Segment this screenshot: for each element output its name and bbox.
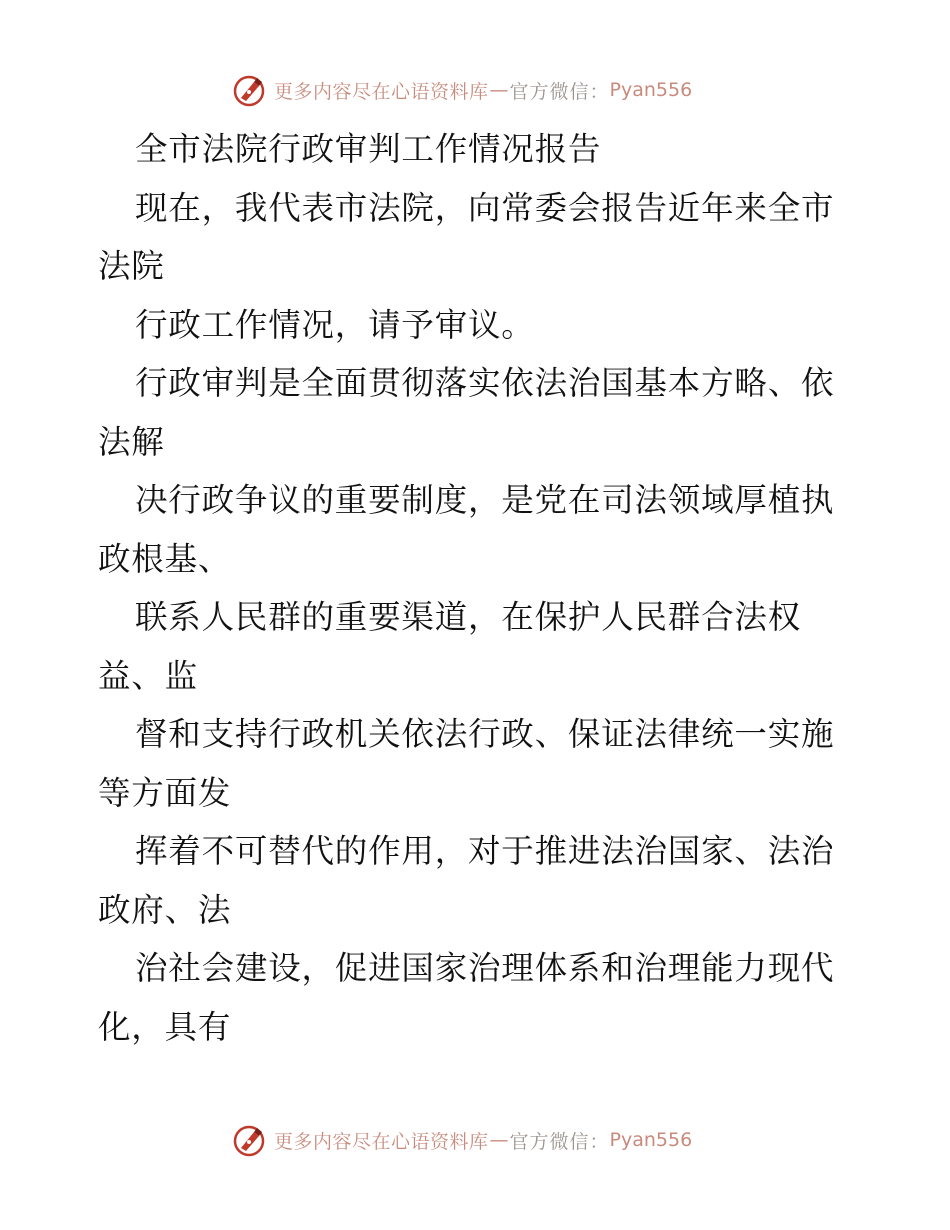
- paragraph-line: 法院: [98, 247, 165, 285]
- paragraph-line: 决行政争议的重要制度，是党在司法领域厚植执: [135, 481, 835, 519]
- paragraph-line: 政根基、: [98, 539, 232, 578]
- paragraph-line: 行政工作情况，请予审议。: [135, 305, 535, 344]
- banner-wechat-id: Pyan556: [609, 1129, 693, 1151]
- document-title: 全市法院行政审判工作情况报告: [135, 130, 602, 168]
- paragraph-line: 政府、法: [98, 890, 232, 929]
- paragraph-line: 督和支持行政机关依法行政、保证法律统一实施: [135, 715, 835, 753]
- pen-nib-logo-icon: [232, 72, 268, 108]
- paragraph-line: 益、监: [98, 656, 198, 695]
- document-body: [98, 120, 858, 1056]
- paragraph-line: 现在，我代表市法院，向常委会报告近年来全市: [135, 188, 835, 227]
- banner-wechat-id: Pyan556: [609, 79, 693, 101]
- header-banner: [232, 70, 692, 110]
- banner-dash: —: [489, 79, 509, 101]
- paragraph-line: 治社会建设，促进国家治理体系和治理能力现代: [135, 949, 835, 987]
- pen-nib-logo-icon: [232, 1122, 268, 1158]
- banner-brand-text: 更多内容尽在心语资料库: [274, 1130, 489, 1153]
- paragraph-line: 法解: [98, 422, 165, 461]
- paragraph-line: 等方面发: [98, 773, 232, 812]
- paragraph-line: 挥着不可替代的作用，对于推进法治国家、法治: [135, 832, 835, 870]
- footer-banner: [232, 1120, 692, 1160]
- paragraph-line: 联系人民群的重要渠道，在保护人民群合法权: [135, 598, 802, 636]
- banner-wechat-label: 官方微信：: [509, 1130, 610, 1153]
- banner-wechat-label: 官方微信：: [509, 80, 610, 103]
- banner-brand-text: 更多内容尽在心语资料库: [274, 80, 489, 103]
- banner-dash: —: [489, 1129, 509, 1151]
- paragraph-line: 化，具有: [98, 1007, 232, 1046]
- paragraph-line: 行政审判是全面贯彻落实依法治国基本方略、依: [135, 364, 835, 402]
